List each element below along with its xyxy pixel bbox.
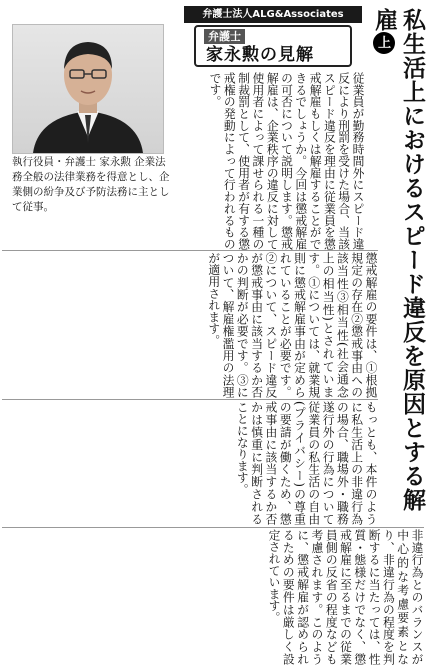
- author-portrait-icon: [13, 25, 163, 153]
- body-column-1: 従業員が勤務時間外にスピード違反により刑罰を受けた場合、当該スピード違反を理由に従業員を懲戒解雇もしくは解雇することができるでしょうか。今回は懲戒解雇の可否について説明します。懲戒解雇は、企業秩序の違反に対して使用者によって課せられる一種の制裁罰として、使用者が有する懲戒権の発動によって行われるものです。: [208, 72, 365, 250]
- column-badge: [194, 25, 352, 67]
- part-marker: 上: [373, 32, 395, 54]
- column-title: 家永勲の見解: [206, 45, 314, 65]
- author-caption: 執行役員・弁護士 家永勲 企業法務全般の法律業務を得意とし、企業側の紛争及び予防法務に主として従事。: [12, 156, 170, 213]
- column-divider: [2, 399, 378, 400]
- body-column-4: 非違行為とのバランスが中心的な考慮要素となり、非違行為の程度を判断するに当たっては、性質・態様だけでなく、懲戒解雇に至るまでの従業員側の反省の程度なども考慮されます。このように、懲戒解雇が認められるための要件は厳しく設定されています。: [267, 529, 424, 665]
- headline-text: 私生活上におけるスピード違反を原因とする解雇: [371, 8, 425, 512]
- body-column-3: もっとも、本件のように私生活上の非違行為の場合、職場外・職務遂行外の行為について従業員の私生活の自由(プライバシー)の尊重の要請が働くため、懲戒事由に該当するか否かは慎重に判断されることになります。: [235, 401, 378, 525]
- law-firm-name: 弁護士法人ALG&Associates: [184, 6, 362, 23]
- article-headline: [371, 8, 426, 528]
- column-divider: [2, 527, 424, 528]
- column-divider: [2, 250, 378, 251]
- author-role: 弁護士: [204, 29, 245, 44]
- column-banner: [184, 6, 362, 68]
- author-photo: [12, 24, 164, 154]
- body-column-2: 懲戒解雇の要件は、①根拠規定の存在②懲戒事由への該当性③相当性(社会通念上の相当性)とされています。①については、就業規則に懲戒解雇事由が定められていることが必要です。②について、スピード違反が懲戒事由に該当するか否かの判断が必要です。③について、解雇権濫用の法理が適用されます。: [206, 252, 378, 398]
